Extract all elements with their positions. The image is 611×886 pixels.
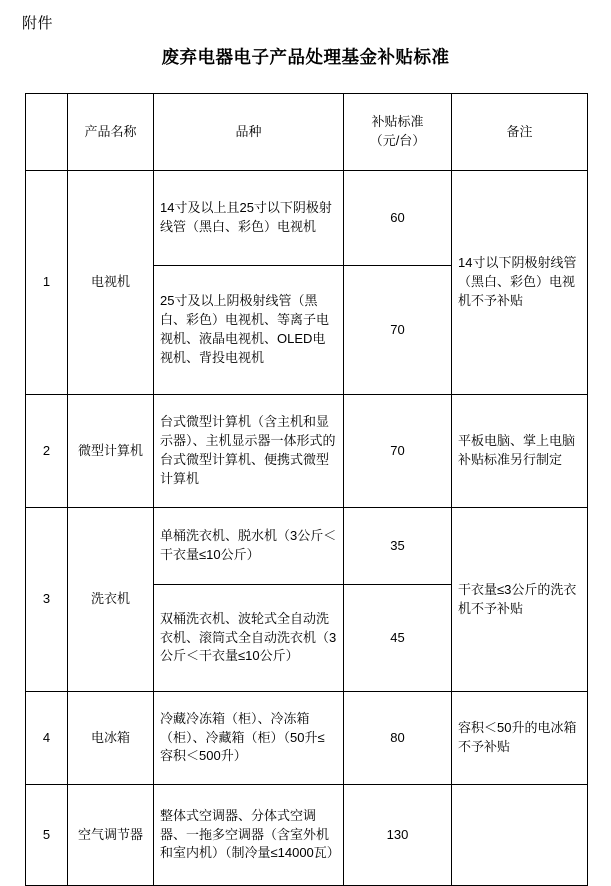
cell-standard: 60 — [344, 171, 452, 266]
subsidy-standard-table — [25, 93, 588, 886]
cell-standard: 70 — [344, 266, 452, 395]
table-row — [26, 395, 588, 508]
cell-seq: 2 — [26, 395, 68, 508]
cell-kind: 双桶洗衣机、波轮式全自动洗衣机、滚筒式全自动洗衣机（3公斤＜干衣量≤10公斤） — [154, 585, 344, 692]
table-row — [26, 508, 588, 585]
header-subsidy-standard — [344, 94, 452, 171]
cell-kind: 台式微型计算机（含主机和显示器）、主机显示器一体形式的台式微型计算机、便携式微型计算机 — [154, 395, 344, 508]
cell-remark: 平板电脑、掌上电脑补贴标准另行制定 — [452, 395, 588, 508]
cell-standard: 45 — [344, 585, 452, 692]
cell-seq: 5 — [26, 785, 68, 886]
cell-seq: 3 — [26, 508, 68, 692]
cell-standard: 70 — [344, 395, 452, 508]
cell-standard: 80 — [344, 692, 452, 785]
table-body — [26, 171, 588, 886]
cell-product-name: 洗衣机 — [68, 508, 154, 692]
header-seq — [26, 94, 68, 171]
cell-product-name: 电视机 — [68, 171, 154, 395]
cell-product-name: 空气调节器 — [68, 785, 154, 886]
table-row — [26, 692, 588, 785]
header-remark: 备注 — [452, 94, 588, 171]
table-header — [26, 94, 588, 171]
cell-standard: 130 — [344, 785, 452, 886]
cell-remark: 容积＜50升的电冰箱不予补贴 — [452, 692, 588, 785]
cell-kind: 冷藏冷冻箱（柜）、冷冻箱（柜）、冷藏箱（柜）（50升≤容积＜500升） — [154, 692, 344, 785]
attachment-label: 附件 — [22, 15, 54, 32]
table-row — [26, 785, 588, 886]
cell-remark — [452, 785, 588, 886]
cell-seq: 1 — [26, 171, 68, 395]
cell-seq: 4 — [26, 692, 68, 785]
cell-kind: 25寸及以上阴极射线管（黑白、彩色）电视机、等离子电视机、液晶电视机、OLED电视机、背投电视机 — [154, 266, 344, 395]
cell-remark: 干衣量≤3公斤的洗衣机不予补贴 — [452, 508, 588, 692]
header-kind: 品种 — [154, 94, 344, 171]
cell-kind: 单桶洗衣机、脱水机（3公斤＜干衣量≤10公斤） — [154, 508, 344, 585]
table-header-row — [26, 94, 588, 171]
cell-kind: 14寸及以上且25寸以下阴极射线管（黑白、彩色）电视机 — [154, 171, 344, 266]
cell-remark: 14寸以下阴极射线管（黑白、彩色）电视机不予补贴 — [452, 171, 588, 395]
cell-kind: 整体式空调器、分体式空调器、一拖多空调器（含室外机和室内机）（制冷量≤14000瓦） — [154, 785, 344, 886]
cell-product-name: 微型计算机 — [68, 395, 154, 508]
header-subsidy-standard-line2: （元/台） — [369, 133, 426, 148]
page-title: 废弃电器电子产品处理基金补贴标准 — [161, 47, 450, 67]
cell-product-name: 电冰箱 — [68, 692, 154, 785]
header-subsidy-standard-line1: 补贴标准 — [371, 114, 424, 130]
header-product-name: 产品名称 — [68, 94, 154, 171]
table-row — [26, 171, 588, 266]
cell-standard: 35 — [344, 508, 452, 585]
